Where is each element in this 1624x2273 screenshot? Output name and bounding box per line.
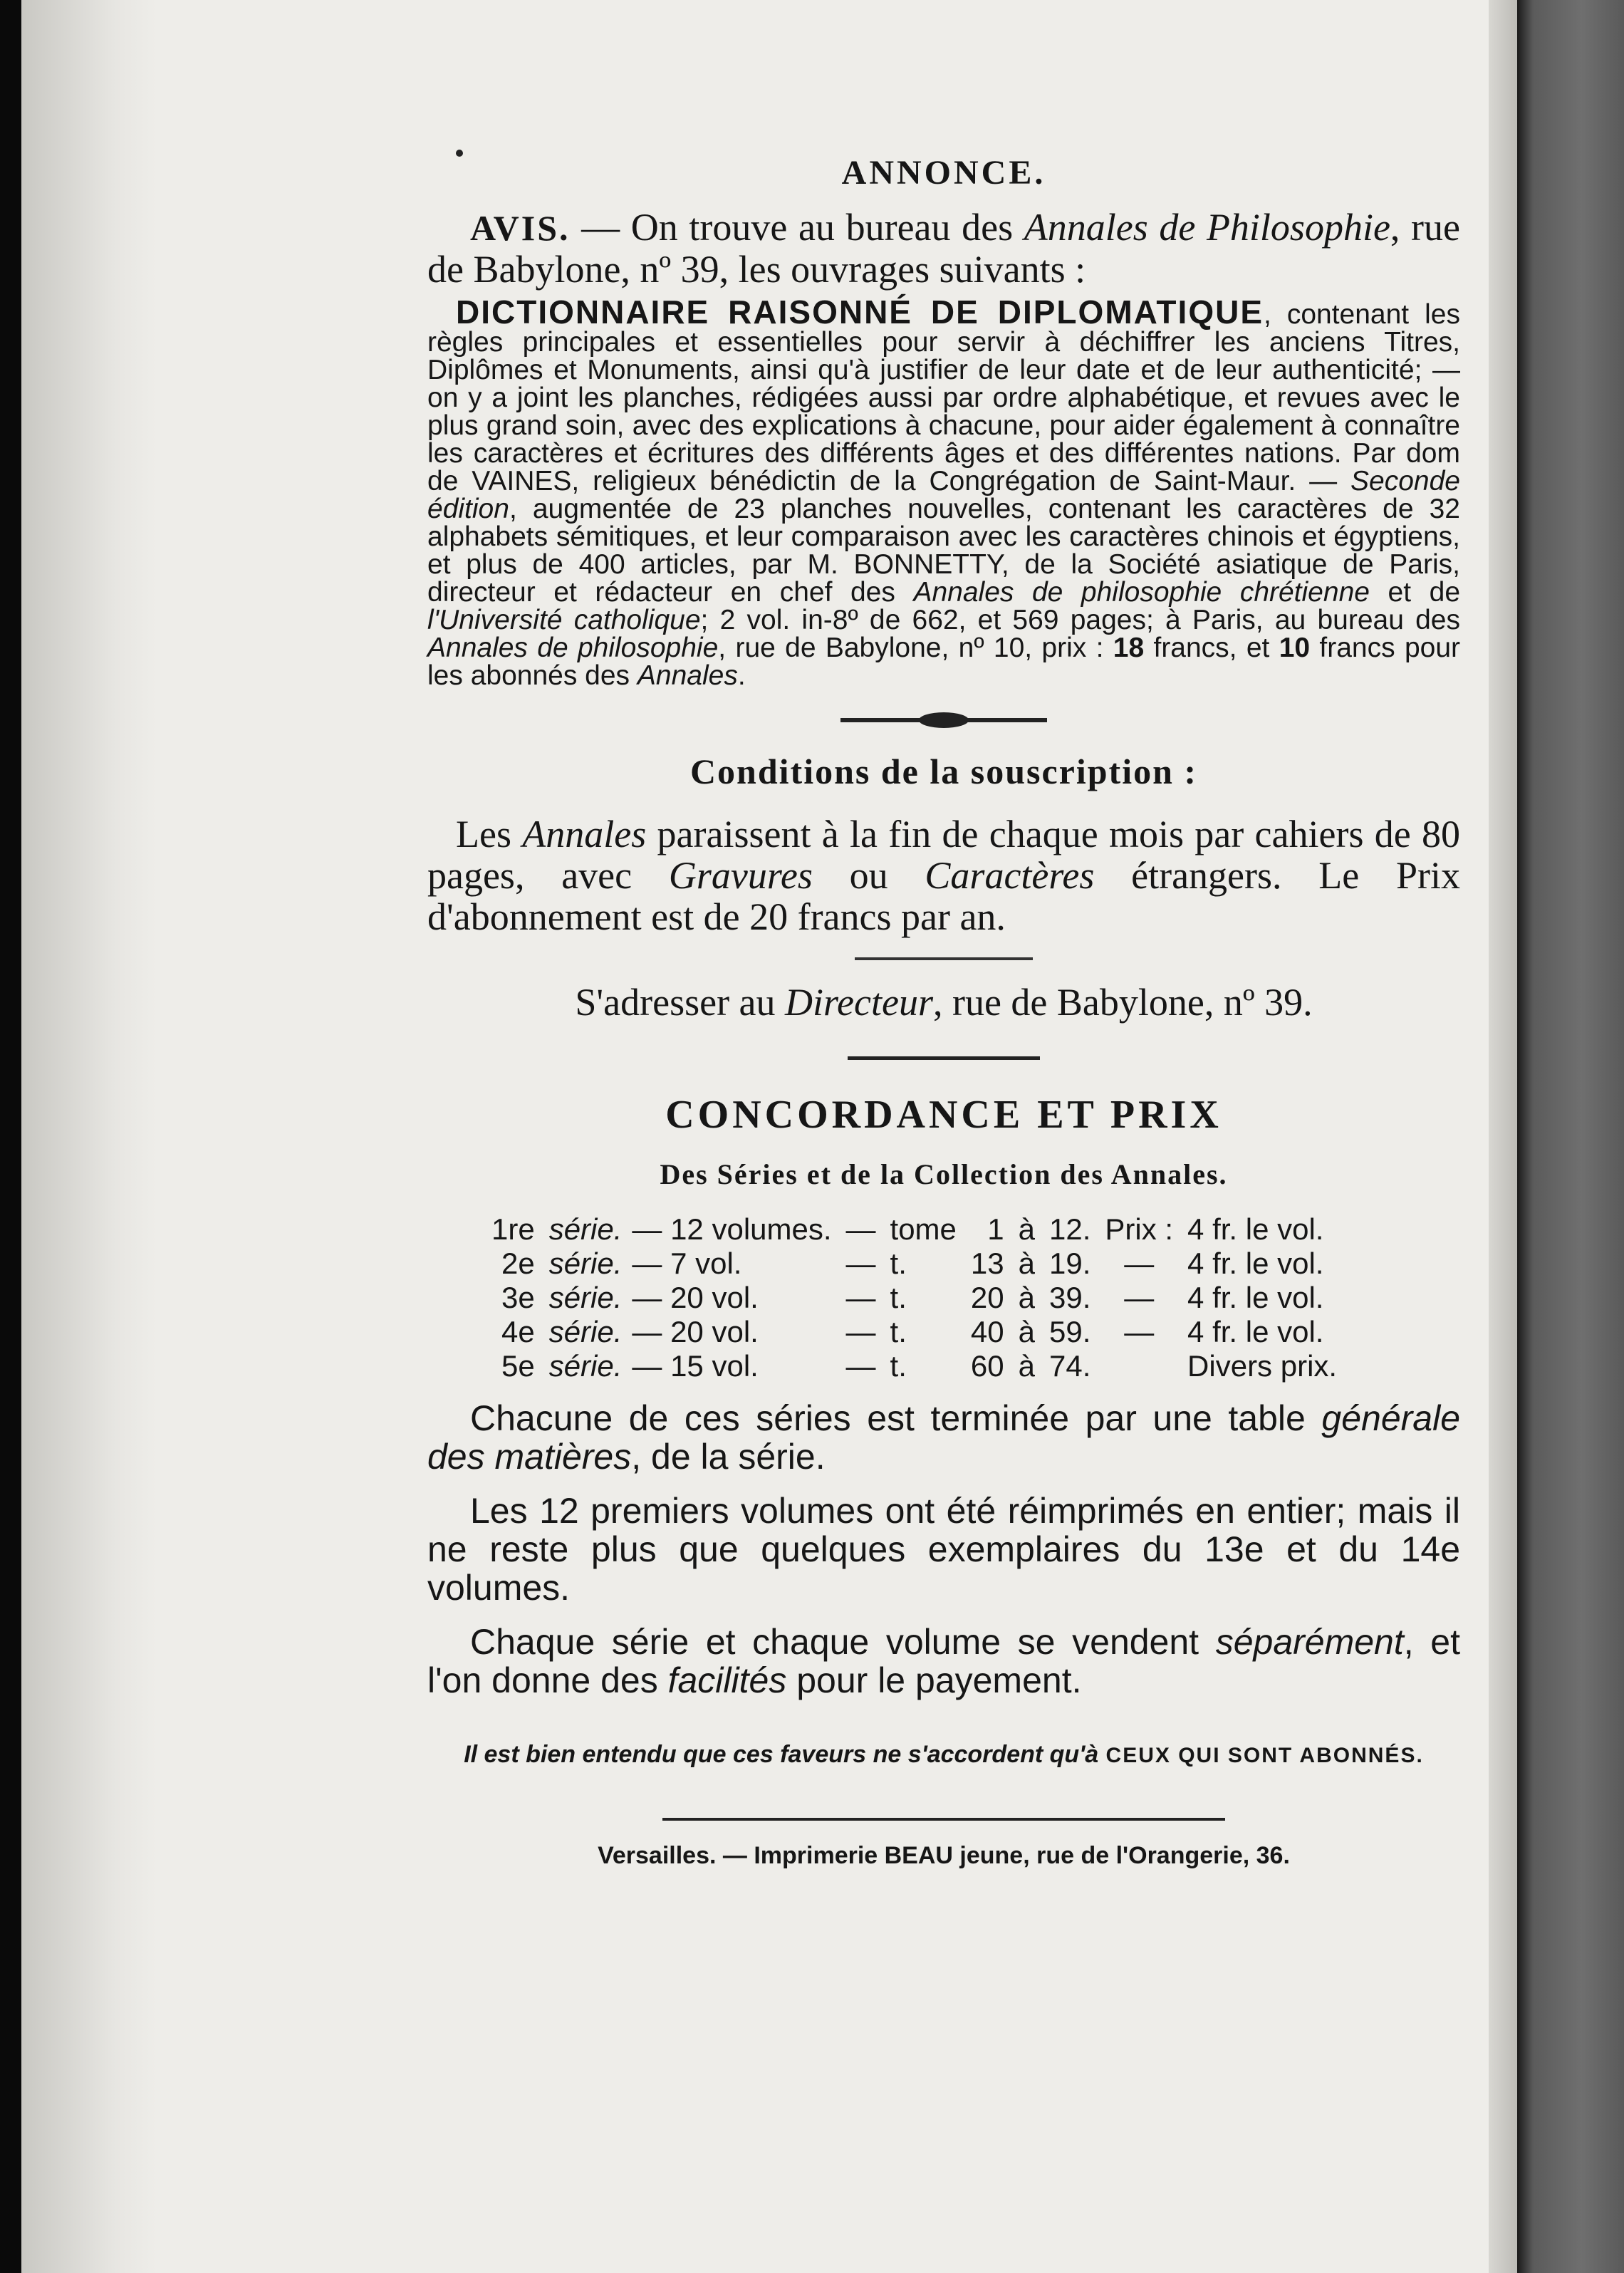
series-label: série. bbox=[548, 1247, 623, 1280]
series-number: 5e bbox=[501, 1349, 535, 1383]
dictionary-journal-3: Annales de philosophie bbox=[427, 633, 719, 663]
series-table bbox=[484, 1212, 1344, 1383]
conditions-text-4: étrangers. Le Prix d'abonnement est de 20 francs par an. bbox=[427, 854, 1461, 938]
avis-paragraph bbox=[427, 207, 1460, 290]
series-price: 4 fr. le vol. bbox=[1187, 1212, 1324, 1246]
table-row bbox=[484, 1212, 1344, 1247]
series-number: 4e bbox=[501, 1315, 535, 1348]
series-dash: — bbox=[845, 1212, 876, 1246]
conditions-gravures: Gravures bbox=[668, 854, 813, 897]
conditions-text-3: ou bbox=[812, 854, 925, 897]
series-to: 39. bbox=[1048, 1281, 1091, 1314]
conditions-caracteres: Caractères bbox=[925, 854, 1095, 897]
series-paragraph-1 bbox=[427, 1399, 1460, 1476]
dictionary-journal-4: Annales bbox=[637, 660, 738, 691]
contact-line bbox=[427, 980, 1460, 1024]
series-from: 60 bbox=[970, 1349, 1004, 1383]
note-caps: CEUX QUI SONT ABONNÉS. bbox=[1098, 1744, 1424, 1767]
series-prix: — bbox=[1124, 1247, 1155, 1280]
series-tome: t. bbox=[890, 1247, 907, 1280]
contact-text-2: , rue de Babylone, nº 39. bbox=[932, 981, 1313, 1024]
conditions-annales: Annales bbox=[522, 813, 647, 855]
series-paragraph-3 bbox=[427, 1623, 1460, 1700]
table-row bbox=[484, 1247, 1344, 1281]
series-prix: — bbox=[1124, 1281, 1155, 1314]
conditions-title: Conditions de la souscription : bbox=[689, 751, 1198, 791]
series-a: à bbox=[1018, 1212, 1035, 1246]
series-prix: Prix : bbox=[1105, 1212, 1174, 1246]
contact-text-1: S'adresser au bbox=[575, 981, 786, 1024]
dictionary-text-3: et de bbox=[1369, 577, 1461, 608]
dictionary-paragraph bbox=[427, 293, 1461, 691]
series-price: 4 fr. le vol. bbox=[1187, 1315, 1324, 1348]
series-dash: — bbox=[845, 1281, 876, 1314]
series-volumes: — 7 vol. bbox=[632, 1247, 742, 1280]
divider-short bbox=[855, 957, 1033, 960]
series-volumes: — 20 vol. bbox=[632, 1315, 759, 1348]
series-volumes: — 12 volumes. bbox=[632, 1212, 832, 1246]
series-to: 12. bbox=[1048, 1212, 1091, 1246]
series-label: série. bbox=[548, 1315, 623, 1348]
series-tome: t. bbox=[890, 1315, 907, 1348]
avis-text-after: , rue de Babylone, nº 39, les ouvrages suivants : bbox=[427, 206, 1460, 291]
divider-medium bbox=[848, 1056, 1040, 1060]
ornament-divider bbox=[840, 718, 1047, 722]
dictionary-journal-1: Annales de philosophie chrétienne bbox=[913, 577, 1370, 608]
dictionary-text-8: . bbox=[737, 660, 746, 691]
conditions-text-2: paraissent à la fin de chaque mois par cahiers de 80 pages, avec bbox=[427, 813, 1461, 897]
p1-text-a: Chacune de ces séries est terminée par une table bbox=[470, 1398, 1322, 1438]
dictionary-text-1: , contenant les règles principales et essentielles pour servir à déchiffrer les anciens Titres, Diplômes et Monuments, ainsi qu'à justifier de leur date et de leur authenticité; — on y a joint les planches, rédigées aussi par ordre alphabétique, et revues avec le plus grand soin, avec des explications à chacune, pour aider également à connaître les caractères et écritures des différents âges et des différentes nations. Par dom de VAINES, religieux bénédictin de la Congrégation de Saint-Maur. — bbox=[427, 299, 1460, 496]
subscriber-note bbox=[427, 1735, 1460, 1775]
p3-italic-2: facilités bbox=[667, 1660, 787, 1700]
page-gutter-shadow bbox=[21, 0, 157, 2273]
series-volumes: — 20 vol. bbox=[632, 1281, 759, 1314]
series-prix bbox=[1098, 1349, 1180, 1383]
note-italic: Il est bien entendu que ces faveurs ne s'accordent qu'à bbox=[464, 1741, 1099, 1768]
series-from: 1 bbox=[987, 1212, 1004, 1246]
dictionary-journal-2: l'Université catholique bbox=[427, 605, 701, 635]
dictionary-price-1: 18 bbox=[1113, 633, 1145, 663]
table-row bbox=[484, 1315, 1344, 1349]
dictionary-text-7: francs pour les abonnés des bbox=[427, 633, 1461, 691]
series-dash: — bbox=[845, 1247, 876, 1280]
page-edge bbox=[1489, 0, 1517, 2273]
p3-text-a: Chaque série et chaque volume se vendent bbox=[470, 1622, 1216, 1662]
p3-text-c: pour le payement. bbox=[786, 1660, 1082, 1700]
series-number: 1re bbox=[491, 1212, 535, 1246]
dictionary-edition: Seconde édition bbox=[427, 466, 1460, 524]
dictionary-title: DICTIONNAIRE RAISONNÉ DE DIPLOMATIQUE bbox=[456, 293, 1264, 331]
avis-lead: AVIS. bbox=[470, 208, 571, 248]
dictionary-text-2: , augmentée de 23 planches nouvelles, contenant les caractères de 32 alphabets sémitiques, et leur comparaison avec les caractères chinois et égyptiens, et plus de 400 articles, par M. BONNETTY, de la Société asiatique de Paris, directeur et rédacteur en chef des bbox=[427, 494, 1460, 608]
series-to: 74. bbox=[1048, 1349, 1091, 1383]
series-a: à bbox=[1018, 1315, 1035, 1348]
series-prix: — bbox=[1124, 1315, 1155, 1348]
series-volumes: — 15 vol. bbox=[632, 1349, 759, 1383]
dictionary-text-6: francs, et bbox=[1144, 633, 1279, 663]
contact-directeur: Directeur bbox=[785, 981, 933, 1024]
series-number: 2e bbox=[501, 1247, 535, 1280]
series-dash: — bbox=[845, 1315, 876, 1348]
series-number: 3e bbox=[501, 1281, 535, 1314]
series-price: 4 fr. le vol. bbox=[1187, 1281, 1324, 1314]
series-a: à bbox=[1018, 1281, 1035, 1314]
series-price: Divers prix. bbox=[1187, 1349, 1338, 1383]
table-row bbox=[484, 1281, 1344, 1315]
dictionary-text-4: ; 2 vol. in-8º de 662, et 569 pages; à Paris, au bureau des bbox=[700, 605, 1460, 635]
series-a: à bbox=[1018, 1349, 1035, 1383]
scan-border-left bbox=[0, 0, 21, 2273]
footer-divider bbox=[662, 1818, 1225, 1821]
p3-italic-1: séparément bbox=[1215, 1622, 1404, 1662]
avis-journal: Annales de Philosophie bbox=[1024, 206, 1390, 249]
p1-italic: générale des matières bbox=[427, 1398, 1460, 1477]
conditions-text-1: Les bbox=[456, 813, 523, 855]
p3-text-b: , et l'on donne des bbox=[427, 1622, 1461, 1700]
series-from: 20 bbox=[970, 1281, 1004, 1314]
p1-text-b: , de la série. bbox=[631, 1437, 826, 1477]
scan-border-right bbox=[1517, 0, 1624, 2273]
series-label: série. bbox=[548, 1349, 623, 1383]
series-from: 40 bbox=[970, 1315, 1004, 1348]
page-content bbox=[427, 142, 1460, 1870]
conditions-paragraph bbox=[427, 813, 1460, 937]
series-label: série. bbox=[548, 1281, 623, 1314]
series-paragraph-2: Les 12 premiers volumes ont été réimprimés en entier; mais il ne reste plus que quelques exemplaires du 13e et du 14e volumes. bbox=[427, 1491, 1460, 1608]
series-dash: — bbox=[845, 1349, 876, 1383]
avis-text-before: — On trouve au bureau des bbox=[570, 206, 1024, 249]
concordance-title: CONCORDANCE ET PRIX bbox=[665, 1093, 1222, 1137]
series-label: série. bbox=[548, 1212, 623, 1246]
series-to: 59. bbox=[1048, 1315, 1091, 1348]
printer-imprint: Versailles. — Imprimerie BEAU jeune, rue de l'Orangerie, 36. bbox=[598, 1842, 1290, 1869]
series-a: à bbox=[1018, 1247, 1035, 1280]
series-price: 4 fr. le vol. bbox=[1187, 1247, 1324, 1280]
table-row bbox=[484, 1349, 1344, 1383]
series-tome: t. bbox=[890, 1281, 907, 1314]
series-to: 19. bbox=[1048, 1247, 1091, 1280]
dictionary-text-5: , rue de Babylone, nº 10, prix : bbox=[718, 633, 1113, 663]
series-tome: t. bbox=[890, 1349, 907, 1383]
page-heading: ANNONCE. bbox=[841, 154, 1046, 192]
concordance-subtitle: Des Séries et de la Collection des Annales. bbox=[660, 1158, 1228, 1190]
series-tome: tome bbox=[890, 1212, 957, 1246]
series-from: 13 bbox=[970, 1247, 1004, 1280]
dictionary-price-2: 10 bbox=[1279, 633, 1311, 663]
